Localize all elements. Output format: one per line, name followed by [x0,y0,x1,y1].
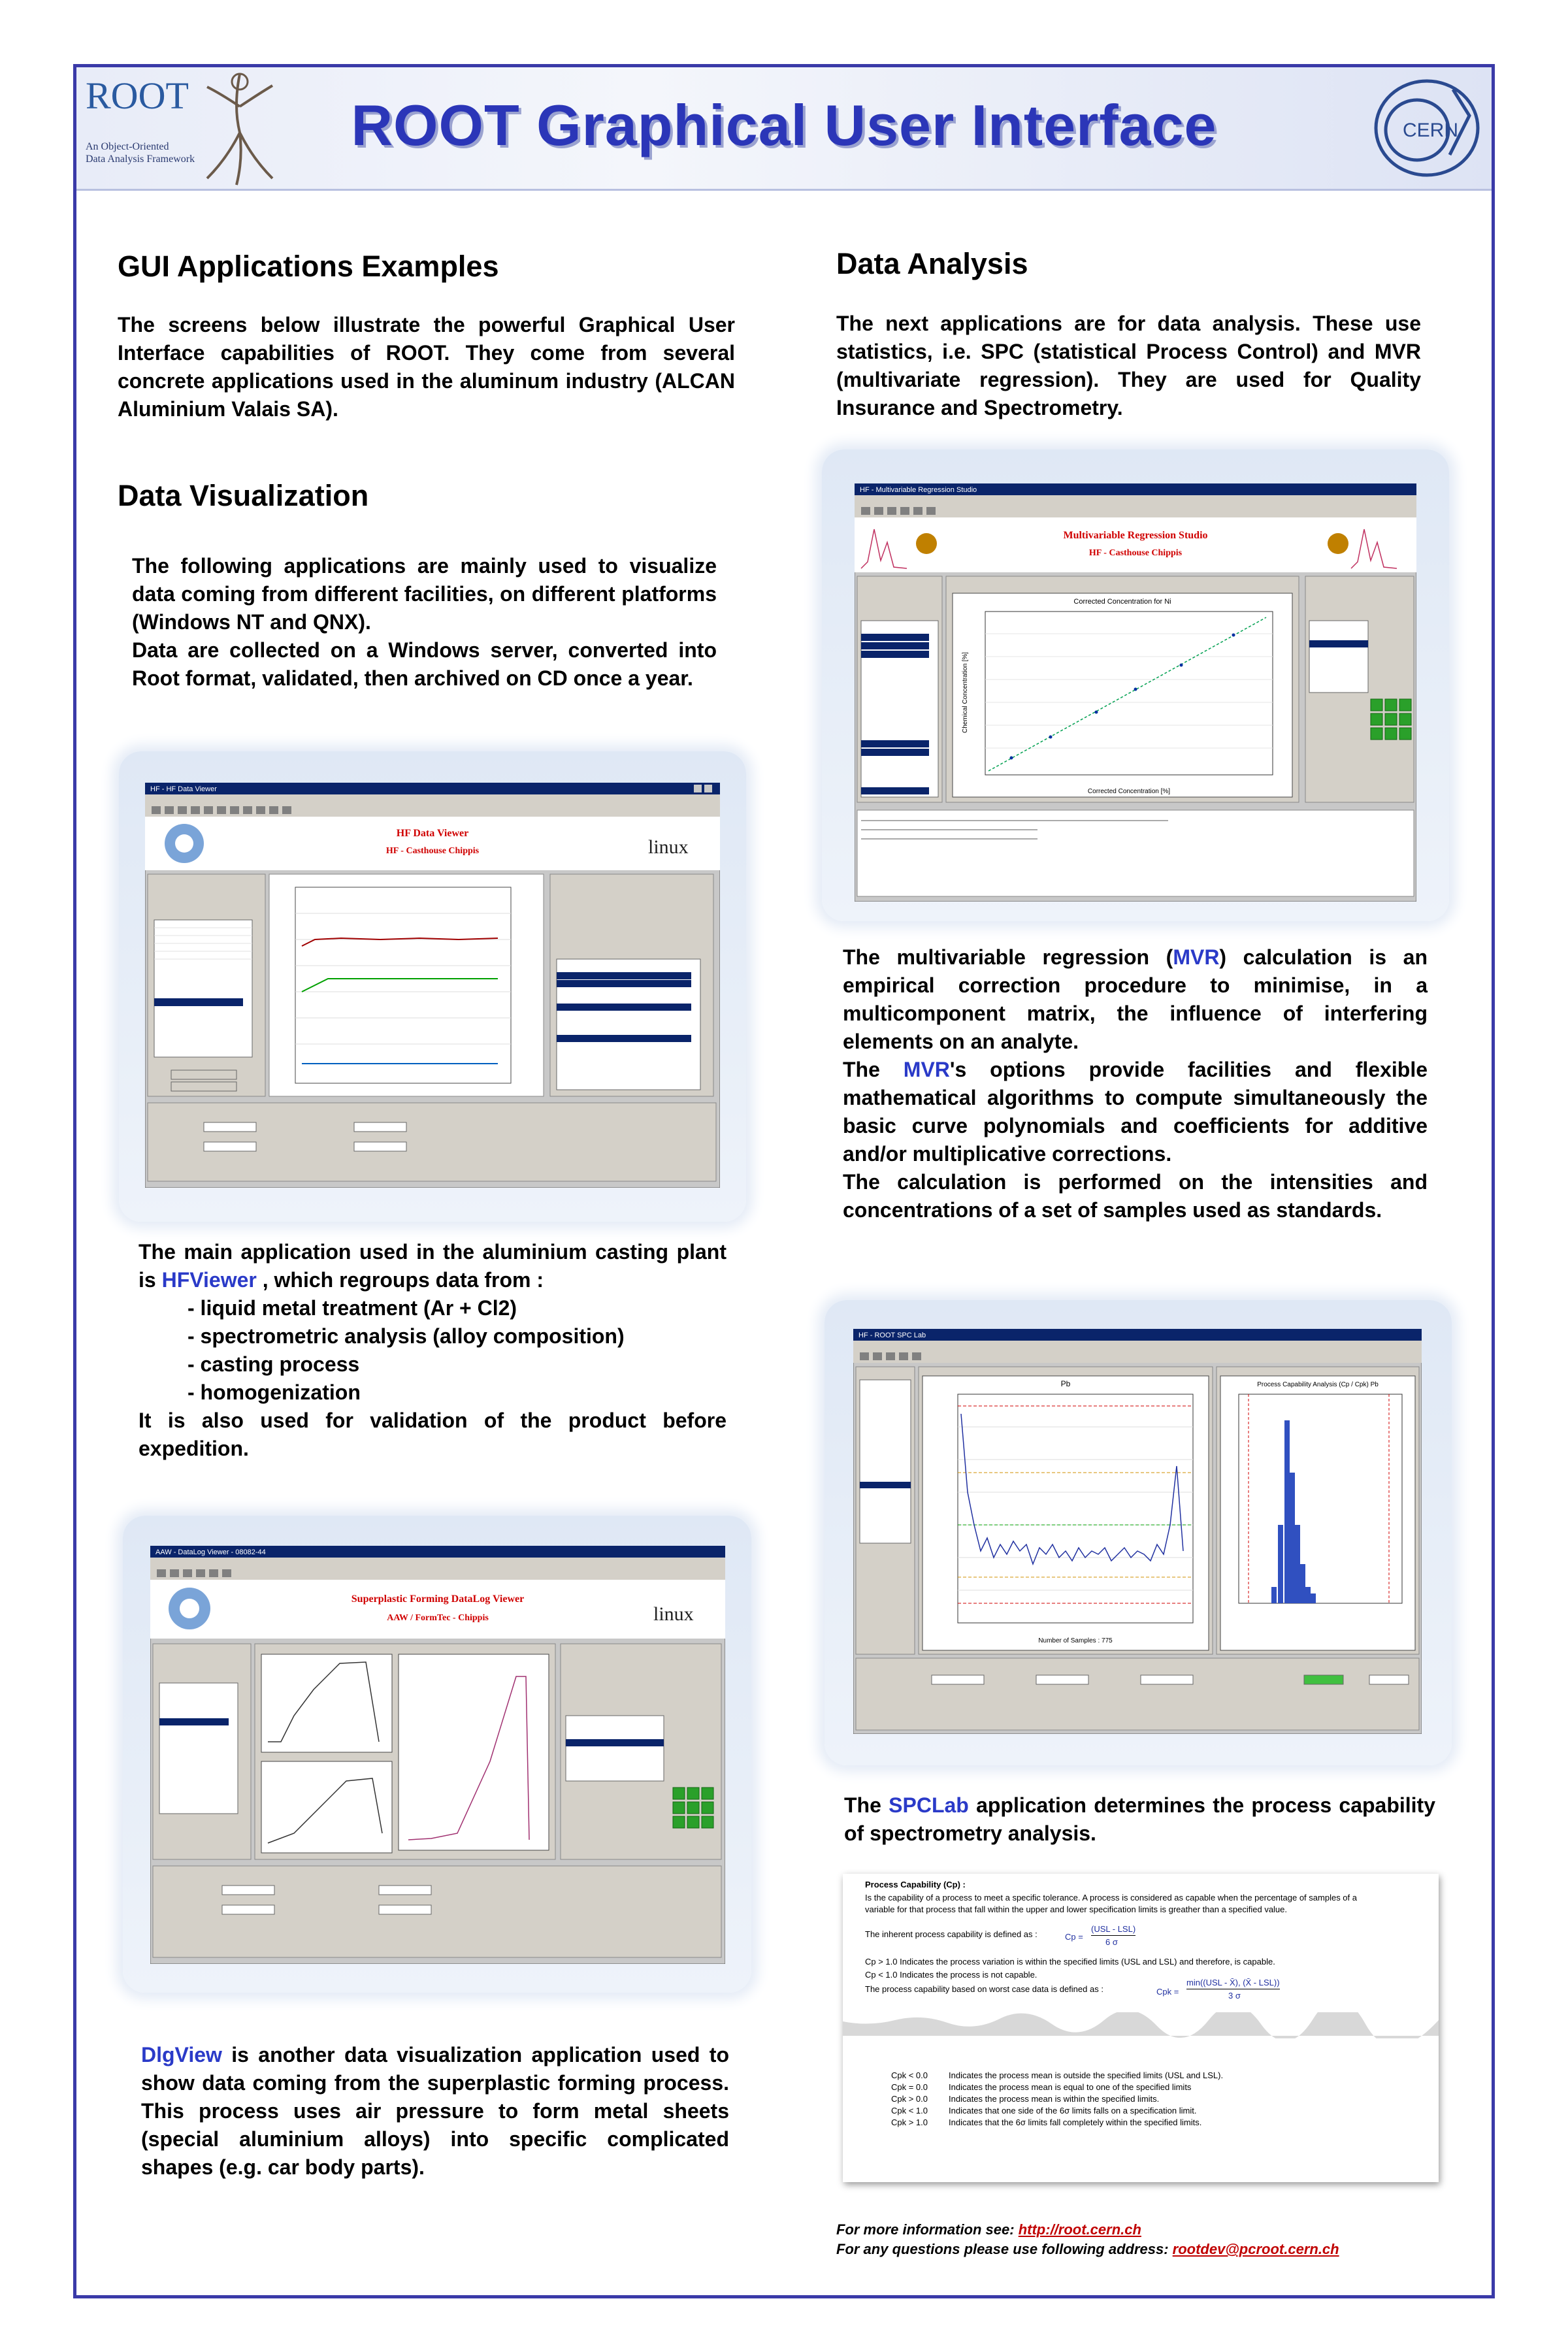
cpk-row: Cpk < 1.0 Indicates that one side of the 6σ limits falls on a specification limit. [891,2106,1197,2115]
main-app-item: - spectrometric analysis (alloy composition) [188,1324,625,1348]
svg-text:HF - Casthouse Chippis: HF - Casthouse Chippis [1088,548,1183,558]
dlgview-window [150,1546,725,1964]
spclab-name: SPCLab [889,1793,969,1817]
cern-logo-icon [1371,76,1482,180]
main-app-item: - homogenization [188,1380,361,1404]
svg-text:HF - ROOT SPC Lab: HF - ROOT SPC Lab [858,1331,926,1339]
spclab-text: The SPCLab application determines the process capability of spectrometry analysis. [844,1793,1436,1845]
dlgview-screenshot [123,1516,751,1993]
process-capability-document: Process Capability (Cp) : Is the capability of a process to meet a specific tolerance. A process is considered as capable when the percentage of samples of a variable for that process that fall within the upper and lower specification limits is greather than a specified value. The inherent process capability is defined as : Cp = (USL - LSL) 6 σ Cp > 1.0 Indicates the process variation is within the specified limits (USL and LSL) and therefore, is capable. Cp < 1.0 Indicates the process is not capable. The process capability based on worst case data is defined as : Cpk = min((USL - X̄), (X̄ - LSL)) 3 σ Cpk < 0.0 Indicates the process mean is outside the specified limits (USL and LSL). Cpk = 0.0 Indicates the process mean is equal to one of the specified limits Cpk > 0.0 Indicates the process mean is within the specified limits. Cpk < 1.0 Indicates that one side of the 6σ limits falls on a specification limit. Cpk > 1.0 Indicates that the 6σ limits fall completely within the specified limits. [843,1874,1439,2182]
svg-text:AAW - DataLog Viewer - 08082-4: AAW - DataLog Viewer - 08082-44 [155,1548,266,1556]
svg-text:HF Data Viewer: HF Data Viewer [396,828,469,839]
cp-definition-line-2: variable for that process that fall within the upper and lower specification limits is greather than a specified value. [865,1904,1288,1914]
dlgview-name: DlgView [141,2043,222,2066]
footer-questions: For any questions please use following address: rootdev@pcroot.cern.ch [836,2241,1339,2257]
hfviewer-name: HFViewer [161,1268,257,1292]
vis-text-1: The following applications are mainly used to visualize data coming from different facilities, on different platforms (Windows NT and QNX). [132,554,717,634]
torn-edge [843,2012,1439,2038]
contact-email-link[interactable]: rootdev@pcroot.cern.ch [1172,2241,1339,2257]
page-title: ROOT Graphical User Interface [351,93,1217,157]
cpk-table [891,2070,1223,2129]
gui-heading: GUI Applications Examples [118,250,499,283]
mvr-window [855,483,1416,902]
main-app-item: - liquid metal treatment (Ar + Cl2) [188,1296,517,1320]
footer-info: For more information see: http://root.cern.ch [836,2221,1141,2238]
analysis-text: The next applications are for data analysis. These use statistics, i.e. SPC (statistical Process Control) and MVR (multivariate regression). They are used for Quality Insurance and Spectrometry. [836,312,1421,419]
hfviewer-screenshot [119,751,746,1222]
cp-heading: Process Capability (Cp) : [865,1880,966,1889]
mvr-name: MVR [903,1058,950,1081]
mvr-paragraph-1: The multivariable regression (MVR) calculation is an empirical correction procedure to minimise, in a multicomponent matrix, the influence of interfering elements on an analyte. [843,945,1428,1053]
cpk-row: Cpk < 0.0 Indicates the process mean is outside the specified limits (USL and LSL). [891,2070,1224,2080]
svg-text:Number of Samples : 775: Number of Samples : 775 [1038,1637,1113,1644]
hfviewer-window [145,783,720,1188]
mvr-paragraph-3: The calculation is performed on the intensities and concentrations of a set of samples used as standards. [843,1170,1428,1222]
cpk-row: Cpk > 0.0 Indicates the process mean is within the specified limits. [891,2094,1160,2104]
gui-text: The screens below illustrate the powerful Graphical User Interface capabilities of ROOT. They come from several concrete applications used in the aluminum industry (ALCAN Aluminium Valais SA). [118,313,735,421]
cp-less-text: Cp < 1.0 Indicates the process is not capable. [865,1970,1037,1980]
mvr-name: MVR [1173,945,1220,969]
vis-text-2: Data are collected on a Windows server, converted into Root format, validated, then archived on CD once a year. [132,638,717,690]
svg-text:Superplastic Forming DataLog V: Superplastic Forming DataLog Viewer [351,1593,525,1605]
cp-definition-line-1: Is the capability of a process to meet a specific tolerance. A process is considered as capable when the percentage of samples of a [865,1893,1357,1903]
svg-text:CERN: CERN [1403,120,1459,141]
main-app-text [139,1238,727,1463]
svg-text:Corrected Concentration for Ni: Corrected Concentration for Ni [1073,598,1171,606]
mvr-paragraph-2: The MVR's options provide facilities and flexible mathematical algorithms to compute simultaneously the basic curve polynomials and coefficients for additive and/or multiplicative corrections. [843,1058,1428,1166]
mvr-screenshot [822,449,1449,921]
cp-inherent-label: The inherent process capability is defined as : [865,1929,1037,1939]
svg-text:HF - Casthouse Chippis: HF - Casthouse Chippis [385,846,480,856]
spclab-screenshot [825,1300,1452,1765]
svg-text:Corrected Concentration [%]: Corrected Concentration [%] [1087,788,1171,795]
svg-text:linux: linux [648,836,689,858]
vis-heading: Data Visualization [118,479,369,512]
cpk-worst-label: The process capability based on worst case data is defined as : [865,1984,1103,1994]
root-website-link[interactable]: http://root.cern.ch [1018,2221,1141,2238]
svg-text:linux: linux [653,1603,694,1625]
vis-text [132,552,717,693]
cpk-row: Cpk > 1.0 Indicates that the 6σ limits fall completely within the specified limits. [891,2117,1202,2127]
mvr-text [843,943,1428,1224]
svg-text:HF - Multivariable Regression: HF - Multivariable Regression Studio [860,486,977,494]
cp-greater-text: Cp > 1.0 Indicates the process variation is within the specified limits (USL and LSL) and therefore, is capable. [865,1957,1275,1967]
dlgview-text: DlgView is another data visualization application used to show data coming from the superplastic forming process. This process uses air pressure to form metal sheets (special aluminium alloys) into specific complicated shapes (e.g. car body parts). [141,2043,729,2179]
spclab-window [853,1329,1422,1734]
main-app-tail: It is also used for validation of the product before expedition. [139,1409,727,1460]
cpk-row: Cpk = 0.0 Indicates the process mean is equal to one of the specified limits [891,2082,1192,2092]
main-app-intro: The main application used in the aluminium casting plant is HFViewer , which regroups data from : [139,1240,727,1292]
svg-text:AAW / FormTec - Chippis: AAW / FormTec - Chippis [387,1613,489,1623]
svg-text:Chemical Concentration [%]: Chemical Concentration [%] [962,652,969,733]
root-logo-text: ROOT [86,74,189,117]
footer [836,2220,1339,2259]
main-app-item: - casting process [188,1352,360,1376]
root-logo-subtitle: An Object-Oriented Data Analysis Framework [86,141,195,165]
svg-text:Pb: Pb [1060,1379,1071,1388]
svg-text:HF - HF Data Viewer: HF - HF Data Viewer [150,785,217,793]
svg-text:Process Capability Analysis (C: Process Capability Analysis (Cp / Cpk) Pb [1257,1381,1379,1388]
svg-text:Multivariable Regression Studi: Multivariable Regression Studio [1063,530,1208,541]
analysis-heading: Data Analysis [836,247,1028,280]
poster-header [76,67,1492,191]
